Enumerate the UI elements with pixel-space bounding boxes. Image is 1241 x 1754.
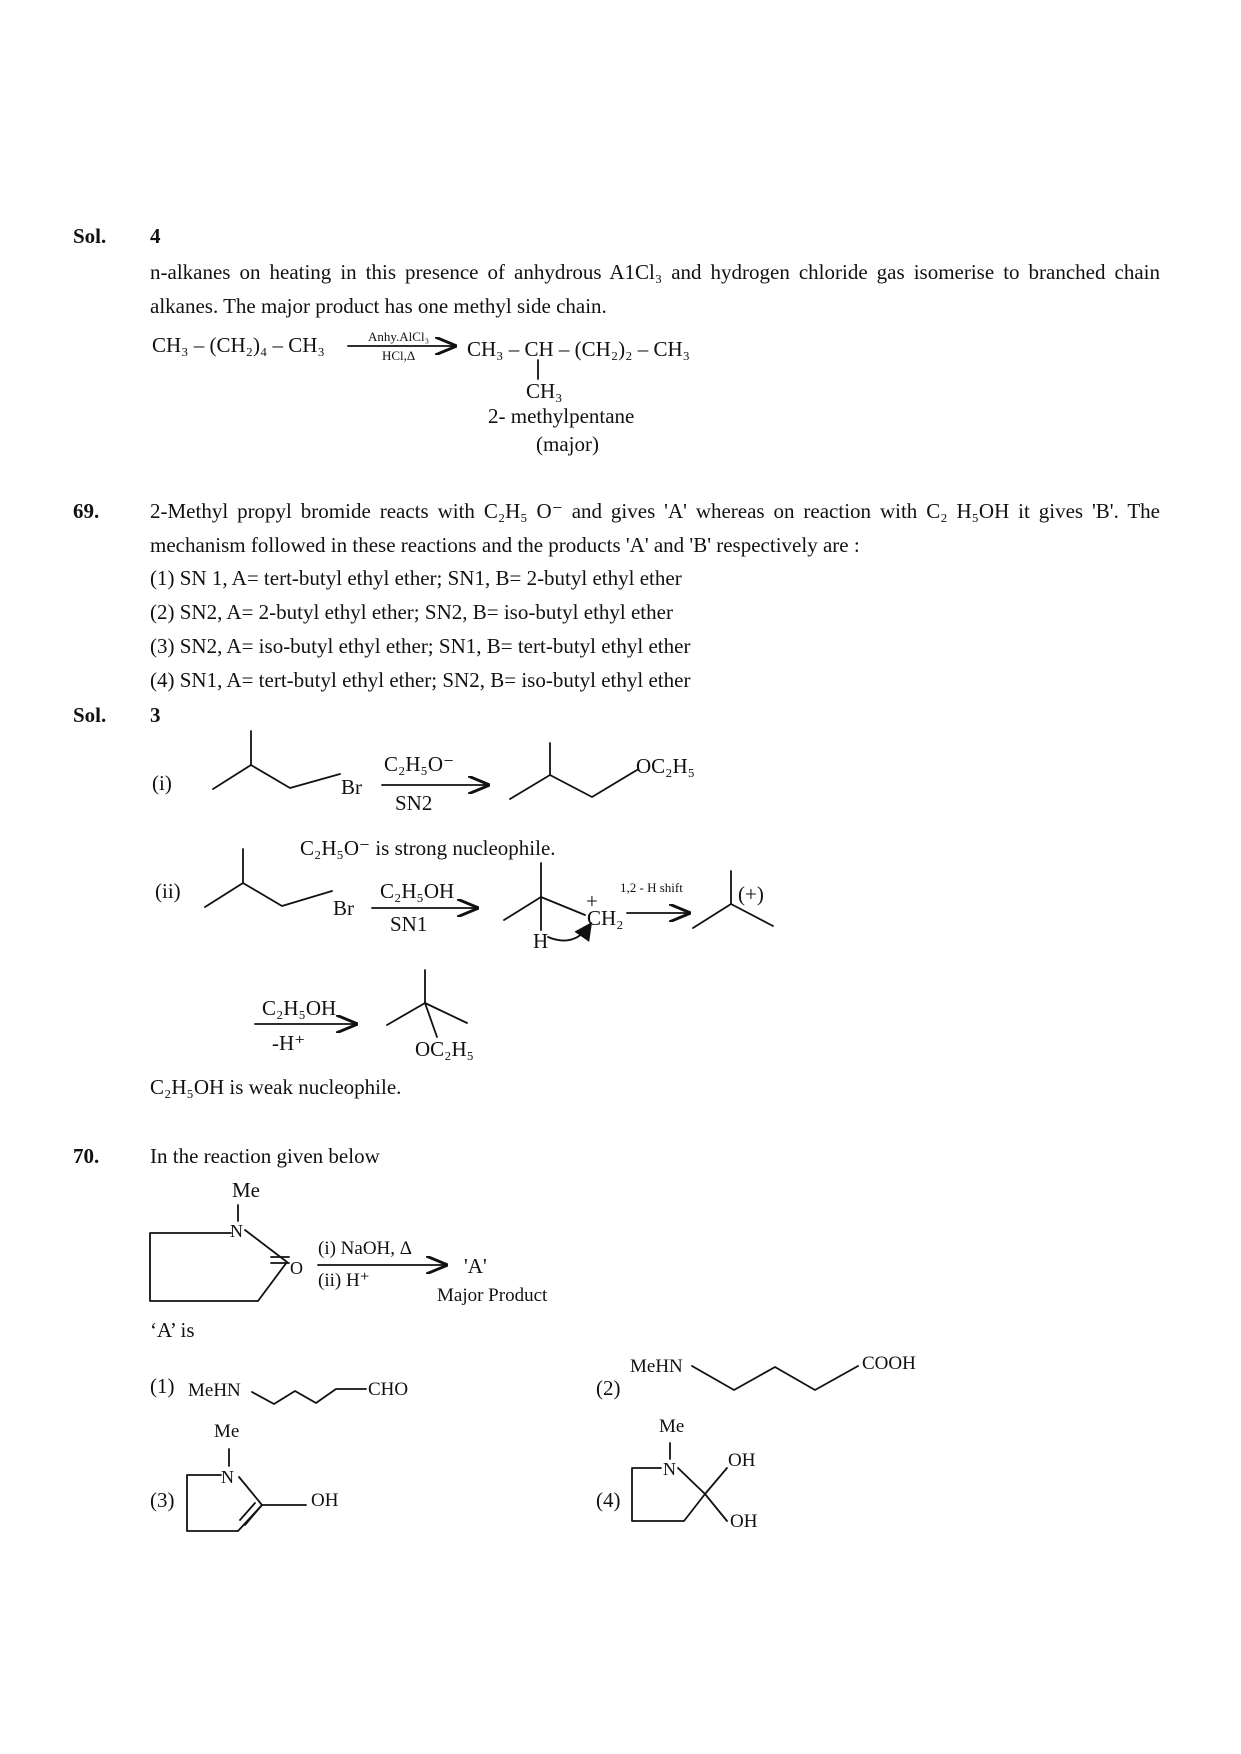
q70-option-4-me: Me xyxy=(659,1416,685,1437)
step-i-reagent-top: C₂H₅O⁻ xyxy=(384,752,455,776)
lactam-me: Me xyxy=(232,1178,260,1202)
sol-label: Sol. xyxy=(73,224,107,248)
step-ii-br: Br xyxy=(333,896,354,920)
q70-option-2-cooh: COOH xyxy=(862,1353,916,1374)
sol-explanation: n-alkanes on heating in this presence of anhydrous A1Cl₃ and hydrogen chloride gas isomerise to branched chain alkanes. The major product has one methyl side chain. xyxy=(150,260,1160,318)
isobutyl-ether-i xyxy=(510,770,637,799)
reactant-hexane: CH₃ – (CH₂)₄ – CH₃ xyxy=(152,333,325,357)
q69-option-2: (2) SN2, A= 2-butyl ethyl ether; SN2, B= iso-butyl ethyl ether xyxy=(150,600,673,624)
reagent-bottom: HCl,Δ xyxy=(382,348,416,363)
q70-product-note: Major Product xyxy=(437,1285,548,1306)
q69-option-3: (3) SN2, A= iso-butyl ethyl ether; SN1, B= tert-butyl ethyl ether xyxy=(150,634,691,658)
opt3-double-bond-2 xyxy=(240,1503,255,1520)
question-70-stem: In the reaction given below xyxy=(150,1144,380,1168)
q70-option-2-mehn: MeHN xyxy=(630,1356,683,1377)
lactam-n: N xyxy=(230,1221,243,1241)
q70-option-4-oh-bottom: OH xyxy=(730,1511,758,1532)
opt4-c-oh-bottom xyxy=(705,1494,727,1521)
q70-option-1-mehn: MeHN xyxy=(188,1380,241,1401)
migrating-h: H xyxy=(533,929,549,953)
q70-option-4-n: N xyxy=(663,1459,676,1479)
carbocation-left-bond xyxy=(504,897,541,920)
step-iii-reagent-top: C₂H₅OH xyxy=(262,996,337,1020)
reagent-top: Anhy.AlCl₃ xyxy=(368,329,430,344)
tert-cation-left xyxy=(693,904,731,928)
step-ii-reagent-top: C₂H₅OH xyxy=(380,879,455,903)
carbocation-ch2-bond xyxy=(541,897,585,915)
step-i-br: Br xyxy=(341,775,362,799)
q70-option-3-label: (3) xyxy=(150,1488,175,1512)
isobutyl-bromide-ii xyxy=(205,883,332,907)
q70-reagent-bottom: (ii) H⁺ xyxy=(318,1270,370,1291)
question-number-70: 70. xyxy=(73,1144,100,1168)
product-main-chain: CH₃ – CH – (CH₂)₂ – CH₃ xyxy=(467,337,690,361)
q70-option-3-me: Me xyxy=(214,1421,240,1442)
question-69-stem: 2-Methyl propyl bromide reacts with C₂H₅ O⁻ and gives 'A' whereas on reaction with C₂ H₅OH it gives 'B'. The mechanism followed in these reactions and the products 'A' and 'B' respectively are : xyxy=(150,499,1160,557)
step-i-product: OC₂H₅ xyxy=(636,754,695,778)
sol69-label: Sol. xyxy=(73,703,107,727)
opt3-double-bond xyxy=(245,1505,262,1525)
shift-label: 1,2 - H shift xyxy=(620,880,683,895)
step-ii-label: (ii) xyxy=(155,879,181,903)
sol-answer: 4 xyxy=(150,224,161,248)
sol69-answer: 3 xyxy=(150,703,161,727)
step-ii-note: C₂H₅OH is weak nucleophile. xyxy=(150,1075,402,1099)
question-number-69: 69. xyxy=(73,499,100,523)
q70-option-1-cho: CHO xyxy=(368,1379,409,1400)
opt1-chain xyxy=(252,1389,366,1404)
q70-option-3-oh: OH xyxy=(311,1490,339,1511)
q70-option-1-label: (1) xyxy=(150,1374,175,1398)
isobutyl-bromide-i xyxy=(213,765,340,789)
opt4-c-oh-top xyxy=(705,1468,727,1494)
step-ii-product: OC₂H₅ xyxy=(415,1037,474,1061)
q70-reagent-top: (i) NaOH, Δ xyxy=(318,1238,412,1259)
q70-option-4-oh-top: OH xyxy=(728,1450,756,1471)
tert-ether-left xyxy=(387,1003,425,1025)
q70-option-4-label: (4) xyxy=(596,1488,621,1512)
opt4-ring xyxy=(632,1468,705,1521)
opt2-chain xyxy=(692,1366,858,1390)
step-ii-reagent-bottom: SN1 xyxy=(390,912,428,936)
q70-option-2-label: (2) xyxy=(596,1376,621,1400)
tert-cation-right xyxy=(731,904,773,926)
step-i-note: C₂H₅O⁻ is strong nucleophile. xyxy=(300,836,556,860)
opt3-ring xyxy=(187,1475,262,1531)
tertiary-cation-charge: (+) xyxy=(738,882,764,906)
q70-option-3-n: N xyxy=(221,1467,234,1487)
lactam-ring xyxy=(150,1230,287,1301)
product-branch: CH₃ xyxy=(526,379,563,403)
lactam-o: O xyxy=(290,1258,303,1278)
hydride-shift-curved-arrow xyxy=(548,925,590,941)
product-name: 2- methylpentane xyxy=(488,404,635,428)
carbocation-plus: + xyxy=(586,889,598,913)
step-iii-reagent-bottom: -H⁺ xyxy=(272,1031,306,1055)
q70-a-is: ‘A’ is xyxy=(150,1318,195,1342)
step-i-reagent-bottom: SN2 xyxy=(395,791,433,815)
q69-option-1: (1) SN 1, A= tert-butyl ethyl ether; SN1, B= 2-butyl ethyl ether xyxy=(150,566,682,590)
carbocation-ch2: CH₂ xyxy=(587,906,624,930)
q70-product-label: 'A' xyxy=(464,1254,487,1278)
step-i-label: (i) xyxy=(152,771,172,795)
product-note: (major) xyxy=(536,432,599,456)
q69-option-4: (4) SN1, A= tert-butyl ethyl ether; SN2, B= iso-butyl ethyl ether xyxy=(150,668,691,692)
